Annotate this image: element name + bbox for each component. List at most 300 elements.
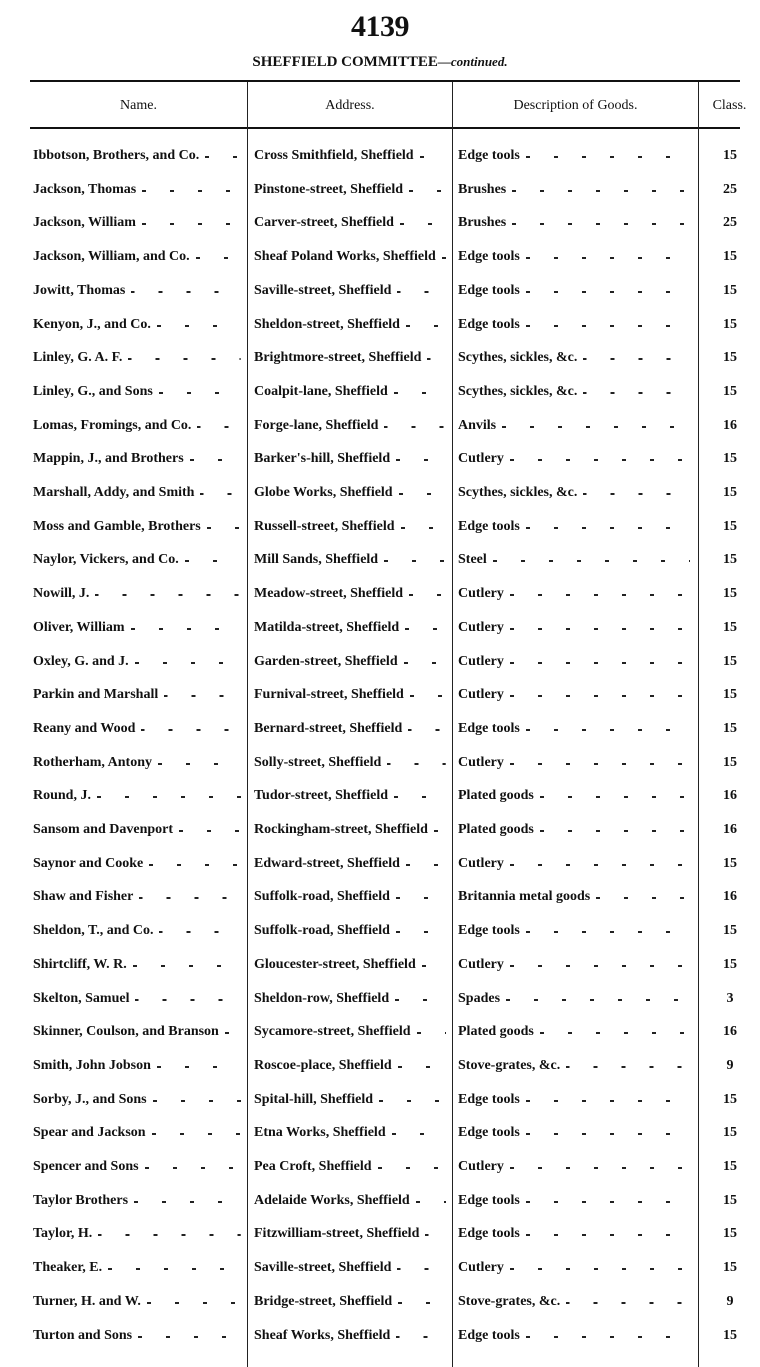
cell-goods [458, 317, 690, 333]
dot-leader [157, 1059, 241, 1069]
dot-leader [147, 1295, 241, 1305]
table-row [0, 889, 760, 909]
cell-class [700, 182, 760, 198]
dot-leader [378, 1160, 446, 1170]
class-text: 15 [723, 956, 737, 972]
table-top-rule [30, 80, 740, 82]
cell-address [254, 1193, 446, 1209]
dot-leader [205, 149, 241, 159]
class-text: 15 [723, 720, 737, 736]
class-text: 16 [723, 788, 737, 804]
name-text: Oxley, G. and J. [33, 653, 129, 669]
address-text: Garden-street, Sheffield [254, 653, 398, 669]
cell-name [33, 687, 241, 703]
cell-name [33, 1226, 241, 1242]
cell-address [254, 957, 446, 973]
cell-name [33, 822, 241, 838]
dot-leader [200, 486, 241, 496]
dot-leader [164, 688, 241, 698]
table-row [0, 215, 760, 235]
dot-leader [401, 520, 447, 530]
dot-leader [540, 1025, 690, 1035]
cell-goods [458, 991, 690, 1007]
dot-leader [396, 890, 446, 900]
cell-class [700, 317, 760, 333]
goods-text: Cutlery [458, 855, 504, 871]
dot-leader [583, 351, 690, 361]
cell-name [33, 1125, 241, 1141]
cell-class [700, 1328, 760, 1344]
dot-leader [396, 1329, 446, 1339]
cell-goods [458, 552, 690, 568]
cell-address [254, 856, 446, 872]
dot-leader [510, 655, 690, 665]
cell-class [700, 283, 760, 299]
table-row [0, 991, 760, 1011]
cell-name [33, 788, 241, 804]
dot-leader [409, 587, 446, 597]
goods-text: Cutlery [458, 586, 504, 602]
dot-leader [526, 924, 690, 934]
dot-leader [397, 284, 446, 294]
dot-leader [131, 621, 241, 631]
address-text: Spital-hill, Sheffield [254, 1091, 374, 1107]
class-text: 15 [723, 1125, 737, 1141]
cell-name [33, 1024, 241, 1040]
class-text: 16 [723, 889, 737, 905]
cell-class [700, 1226, 760, 1242]
goods-text: Cutlery [458, 956, 504, 972]
dot-leader [512, 216, 690, 226]
table-row [0, 552, 760, 572]
cell-name [33, 957, 241, 973]
class-text: 15 [723, 249, 737, 265]
cell-class [700, 1193, 760, 1209]
dot-leader [502, 419, 690, 429]
dot-leader [406, 857, 446, 867]
cell-name [33, 249, 241, 265]
cell-class [700, 687, 760, 703]
dot-leader [583, 385, 690, 395]
name-text: Taylor Brothers [33, 1192, 129, 1208]
cell-name [33, 148, 241, 164]
dot-leader [400, 216, 446, 226]
address-text: Bridge-street, Sheffield [254, 1293, 393, 1309]
cell-address [254, 350, 446, 366]
address-text: Fitzwilliam-street, Sheffield [254, 1226, 420, 1242]
dot-leader [133, 958, 241, 968]
address-text: Sheaf Poland Works, Sheffield [254, 249, 436, 265]
class-text: 15 [723, 1260, 737, 1276]
goods-text: Scythes, sickles, &c. [458, 350, 578, 366]
name-text: Spencer and Sons [33, 1159, 139, 1174]
address-text: Rockingham-street, Sheffield [254, 822, 428, 837]
cell-goods [458, 1260, 690, 1276]
dot-leader [493, 553, 690, 563]
goods-text: Edge tools [458, 923, 520, 939]
cell-address [254, 687, 446, 703]
class-text: 15 [723, 316, 737, 332]
cell-goods [458, 148, 690, 164]
name-text: Marshall, Addy, and Smith [33, 485, 195, 500]
name-text: Smith, John Jobson [33, 1057, 151, 1073]
goods-text: Cutlery [458, 1159, 504, 1174]
cell-class [700, 957, 760, 973]
dot-leader [409, 183, 446, 193]
class-text: 15 [723, 282, 737, 298]
address-text: Suffolk-road, Sheffield [254, 889, 390, 905]
name-text: Jackson, Thomas [33, 181, 137, 197]
class-text: 25 [723, 215, 737, 231]
dot-leader [152, 1126, 241, 1136]
dot-leader [506, 992, 690, 1002]
dot-leader [135, 655, 241, 665]
goods-text: Cutlery [458, 619, 504, 635]
address-text: Pinstone-street, Sheffield [254, 181, 404, 197]
cell-address [254, 182, 446, 198]
dot-leader [510, 1261, 690, 1271]
cell-goods [458, 687, 690, 703]
name-text: Shirtcliff, W. R. [33, 956, 127, 972]
class-text: 15 [723, 1226, 737, 1242]
cell-address [254, 384, 446, 400]
dot-leader [512, 183, 690, 193]
cell-goods [458, 519, 690, 535]
table-row [0, 822, 760, 842]
dot-leader [425, 1227, 446, 1237]
table-row [0, 957, 760, 977]
dot-leader [394, 789, 446, 799]
dot-leader [207, 520, 241, 530]
cell-class [700, 350, 760, 366]
cell-address [254, 418, 446, 434]
cell-goods [458, 182, 690, 198]
goods-text: Stove-grates, &c. [458, 1057, 561, 1073]
name-text: Jackson, William, and Co. [33, 249, 190, 265]
goods-text: Cutlery [458, 754, 504, 770]
cell-goods [458, 856, 690, 872]
class-text: 15 [723, 1091, 737, 1107]
cell-name [33, 485, 241, 501]
cell-class [700, 654, 760, 670]
dot-leader [196, 250, 241, 260]
name-text: Reany and Wood [33, 720, 136, 736]
cell-address [254, 788, 446, 804]
cell-name [33, 215, 241, 231]
table-row [0, 519, 760, 539]
name-text: Linley, G., and Sons [33, 383, 153, 399]
cell-name [33, 1260, 241, 1276]
dot-leader [225, 1025, 241, 1035]
dot-leader [510, 756, 690, 766]
cell-class [700, 485, 760, 501]
cell-class [700, 1024, 760, 1040]
cell-class [700, 249, 760, 265]
dot-leader [510, 452, 690, 462]
cell-name [33, 317, 241, 333]
dot-leader [526, 149, 690, 159]
name-text: Jowitt, Thomas [33, 282, 126, 298]
cell-address [254, 249, 446, 265]
name-text: Sansom and Davenport [33, 822, 174, 837]
name-text: Skelton, Samuel [33, 990, 130, 1006]
name-text: Rotherham, Antony [33, 754, 153, 770]
cell-address [254, 889, 446, 905]
cell-address [254, 451, 446, 467]
address-text: Forge-lane, Sheffield [254, 417, 379, 433]
goods-text: Edge tools [458, 1125, 520, 1141]
class-text: 15 [723, 451, 737, 467]
table-row [0, 856, 760, 876]
goods-text: Steel [458, 552, 487, 568]
cell-address [254, 1125, 446, 1141]
cell-goods [458, 418, 690, 434]
dot-leader [190, 452, 241, 462]
name-text: Oliver, William [33, 619, 125, 635]
goods-text: Stove-grates, &c. [458, 1293, 561, 1309]
class-text: 15 [723, 855, 737, 871]
dot-leader [526, 318, 690, 328]
cell-goods [458, 1024, 690, 1040]
cell-name [33, 1058, 241, 1074]
heading-title: SHEFFIELD COMMITTEE [252, 54, 438, 70]
name-text: Round, J. [33, 788, 91, 804]
address-text: Suffolk-road, Sheffield [254, 923, 390, 939]
table-row [0, 1294, 760, 1314]
cell-goods [458, 788, 690, 804]
dot-leader [416, 1194, 446, 1204]
name-text: Sorby, J., and Sons [33, 1091, 147, 1107]
cell-name [33, 1294, 241, 1310]
dot-leader [434, 823, 446, 833]
cell-class [700, 451, 760, 467]
goods-text: Cutlery [458, 1260, 504, 1276]
cell-goods [458, 654, 690, 670]
dot-leader [108, 1261, 241, 1271]
address-text: Sheaf Works, Sheffield [254, 1327, 391, 1343]
cell-name [33, 991, 241, 1007]
dot-leader [526, 520, 690, 530]
name-text: Ibbotson, Brothers, and Co. [33, 148, 200, 163]
cell-class [700, 1294, 760, 1310]
dot-leader [510, 1160, 690, 1170]
class-text: 16 [723, 417, 737, 433]
cell-goods [458, 957, 690, 973]
table-row [0, 283, 760, 303]
goods-text: Edge tools [458, 518, 520, 534]
goods-text: Edge tools [458, 720, 520, 736]
table-row [0, 788, 760, 808]
table-row [0, 418, 760, 438]
dot-leader [410, 688, 446, 698]
cell-class [700, 889, 760, 905]
table-row [0, 451, 760, 471]
dot-leader [142, 216, 241, 226]
cell-goods [458, 1193, 690, 1209]
table-row [0, 350, 760, 370]
goods-text: Edge tools [458, 1091, 520, 1107]
address-text: Bernard-street, Sheffield [254, 720, 403, 736]
cell-address [254, 1260, 446, 1276]
dot-leader [510, 621, 690, 631]
cell-name [33, 418, 241, 434]
dot-leader [399, 486, 446, 496]
cell-goods [458, 1058, 690, 1074]
class-text: 15 [723, 754, 737, 770]
dot-leader [526, 1194, 690, 1204]
class-text: 15 [723, 350, 737, 366]
dot-leader [394, 385, 446, 395]
cell-goods [458, 586, 690, 602]
dot-leader [98, 1227, 241, 1237]
dot-leader [526, 1227, 690, 1237]
dot-leader [131, 284, 241, 294]
cell-class [700, 1159, 760, 1175]
dot-leader [566, 1059, 690, 1069]
cell-name [33, 889, 241, 905]
header-bottom-rule [30, 127, 740, 129]
name-text: Theaker, E. [33, 1260, 103, 1276]
name-text: Naylor, Vickers, and Co. [33, 552, 179, 568]
goods-text: Edge tools [458, 316, 520, 332]
table-row [0, 654, 760, 674]
address-text: Sycamore-street, Sheffield [254, 1024, 411, 1040]
name-text: Shaw and Fisher [33, 889, 134, 905]
cell-address [254, 1058, 446, 1074]
page-number: 4139 [351, 10, 409, 43]
table-row [0, 1092, 760, 1112]
goods-text: Britannia metal goods [458, 889, 591, 905]
dot-leader [583, 486, 690, 496]
table-row [0, 1058, 760, 1078]
cell-class [700, 1058, 760, 1074]
cell-name [33, 283, 241, 299]
dot-leader [398, 1059, 446, 1069]
cell-address [254, 620, 446, 636]
cell-class [700, 586, 760, 602]
dot-leader [135, 992, 241, 1002]
dot-leader [397, 1261, 446, 1271]
class-text: 15 [723, 485, 737, 500]
dot-leader [392, 1126, 446, 1136]
cell-name [33, 1092, 241, 1108]
cell-class [700, 923, 760, 939]
cell-name [33, 350, 241, 366]
table-row [0, 620, 760, 640]
cell-goods [458, 1328, 690, 1344]
dot-leader [197, 419, 241, 429]
cell-goods [458, 451, 690, 467]
column-header-goods: Description of Goods. [513, 98, 638, 113]
cell-address [254, 1024, 446, 1040]
name-text: Jackson, William [33, 215, 136, 231]
dot-leader [596, 890, 690, 900]
column-header-address: Address. [325, 98, 375, 113]
cell-class [700, 991, 760, 1007]
cell-class [700, 418, 760, 434]
class-text: 15 [723, 518, 737, 534]
cell-goods [458, 1125, 690, 1141]
cell-class [700, 1260, 760, 1276]
goods-text: Scythes, sickles, &c. [458, 383, 578, 399]
cell-name [33, 519, 241, 535]
cell-goods [458, 755, 690, 771]
goods-text: Cutlery [458, 653, 504, 669]
dot-leader [526, 284, 690, 294]
class-text: 16 [723, 822, 737, 837]
cell-class [700, 215, 760, 231]
cell-address [254, 923, 446, 939]
cell-address [254, 317, 446, 333]
table-row [0, 1159, 760, 1179]
table-row [0, 1260, 760, 1280]
address-text: Sheldon-street, Sheffield [254, 316, 400, 332]
cell-class [700, 1092, 760, 1108]
cell-address [254, 283, 446, 299]
dot-leader [384, 553, 446, 563]
dot-leader [159, 924, 241, 934]
cell-address [254, 654, 446, 670]
dot-leader [134, 1194, 241, 1204]
dot-leader [526, 1329, 690, 1339]
cell-goods [458, 283, 690, 299]
cell-address [254, 552, 446, 568]
cell-class [700, 822, 760, 838]
table-row [0, 317, 760, 337]
table-row [0, 586, 760, 606]
goods-text: Anvils [458, 417, 497, 433]
goods-text: Brushes [458, 215, 507, 231]
dot-leader [158, 756, 241, 766]
heading-suffix: —continued. [437, 54, 508, 69]
cell-name [33, 451, 241, 467]
name-text: Sheldon, T., and Co. [33, 923, 154, 939]
address-text: Carver-street, Sheffield [254, 215, 394, 231]
class-text: 15 [723, 1192, 737, 1208]
cell-goods [458, 1159, 690, 1175]
dot-leader [404, 655, 446, 665]
class-text: 15 [723, 1327, 737, 1343]
class-text: 15 [723, 687, 737, 703]
dot-leader [526, 722, 690, 732]
goods-text: Plated goods [458, 788, 534, 804]
cell-name [33, 1159, 241, 1175]
name-text: Skinner, Coulson, and Branson [33, 1024, 219, 1040]
class-text: 15 [723, 619, 737, 635]
dot-leader [417, 1025, 446, 1035]
column-header-name: Name. [120, 98, 157, 113]
cell-address [254, 1328, 446, 1344]
dot-leader [566, 1295, 690, 1305]
name-text: Mappin, J., and Brothers [33, 451, 184, 467]
cell-address [254, 1294, 446, 1310]
address-text: Mill Sands, Sheffield [254, 552, 379, 568]
cell-goods [458, 350, 690, 366]
address-text: Brightmore-street, Sheffield [254, 350, 422, 366]
column-header-class: Class. [712, 98, 747, 113]
class-text: 15 [723, 148, 737, 163]
goods-text: Edge tools [458, 148, 520, 163]
name-text: Saynor and Cooke [33, 855, 144, 871]
goods-text: Edge tools [458, 1327, 520, 1343]
dot-leader [384, 419, 446, 429]
cell-class [700, 552, 760, 568]
name-text: Lomas, Fromings, and Co. [33, 417, 192, 433]
class-text: 15 [723, 552, 737, 568]
address-text: Pea Croft, Sheffield [254, 1159, 372, 1174]
cell-name [33, 552, 241, 568]
dot-leader [142, 183, 241, 193]
